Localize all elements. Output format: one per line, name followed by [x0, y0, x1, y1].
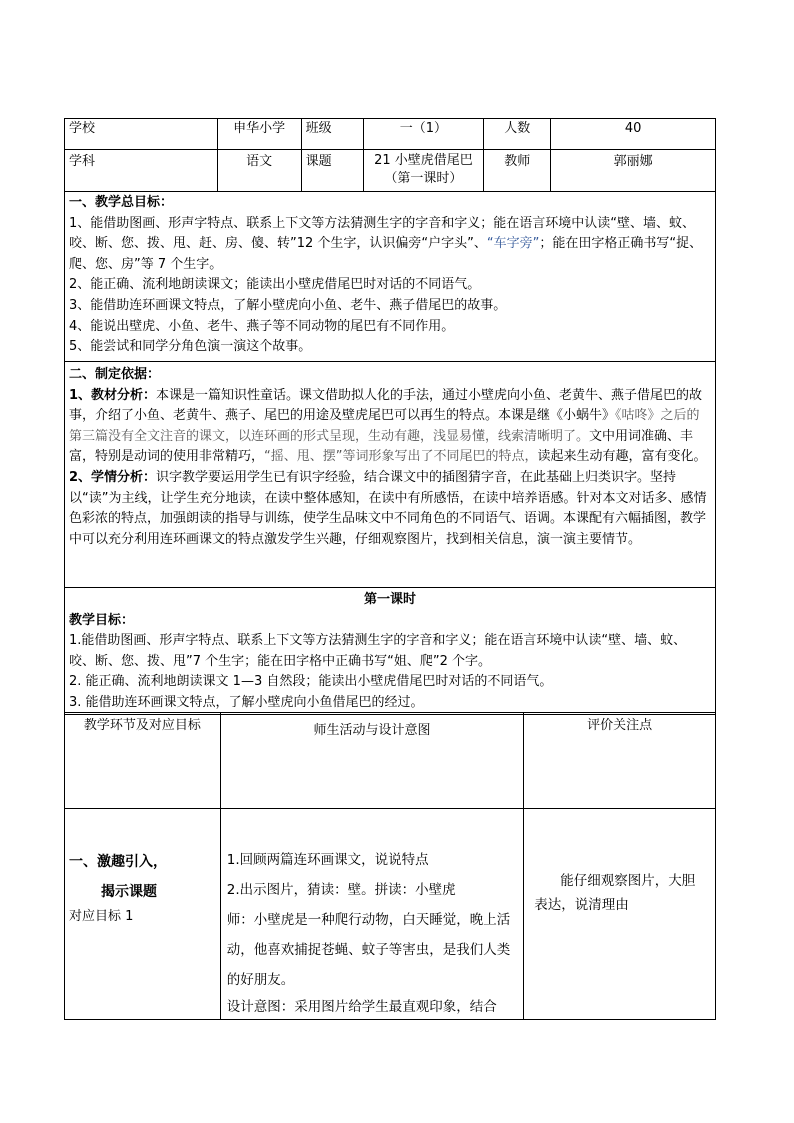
- teacher-value: 郭丽娜: [551, 150, 716, 192]
- school-label: 学校: [65, 119, 218, 150]
- class-value: 一（1）: [363, 119, 484, 150]
- lesson1-row: [65, 588, 716, 715]
- goal-1-radical: “车字旁”: [486, 236, 540, 252]
- topic-line-2: （第一课时）: [384, 171, 463, 186]
- textbook-analysis-text-d: “摇、甩、摆”等词形象写出了不同尾巴的特点，: [264, 449, 538, 465]
- step-1-cell: [65, 809, 221, 1020]
- step-1-title-1: 一、激趣引入，: [69, 854, 167, 870]
- goal-item-1: [69, 214, 711, 276]
- school-value: 申华小学: [217, 119, 301, 150]
- learner-analysis-label: 2、学情分析：: [69, 469, 157, 485]
- header-step-target: 教学环节及对应目标: [65, 713, 221, 809]
- step-1-title-2: 揭示课题: [101, 884, 157, 900]
- goal-1-text-c: ；能在田字格正确书写“捉、爬、您、房”等 7 个生字。: [69, 236, 703, 272]
- subject-value: 语文: [217, 150, 301, 192]
- activity-1: 1.回顾两篇连环画课文，说说特点: [226, 852, 429, 868]
- textbook-analysis-label: 1、教材分析：: [69, 387, 157, 403]
- lesson1-section: [65, 588, 716, 715]
- process-table: [64, 712, 716, 1020]
- count-label: 人数: [484, 119, 551, 150]
- textbook-analysis-text-a: 本课是一篇知识性童话。课文借助拟人化的手法，通过小壁虎向小鱼、老黄牛、燕子借尾巴的故事，介绍了小鱼、老黄牛、燕子、尾巴的用途及壁虎尾巴可以再生的特点。本课是继《小蜗牛》: [69, 387, 703, 424]
- textbook-analysis: [69, 386, 711, 468]
- topic-label: 课题: [301, 150, 363, 192]
- learner-analysis-text: 识字教学要运用学生已有识字经验，结合课文中的插图猜字音，在此基础上归类识字。坚持以“读”为主线，让学生充分地读，在读中整体感知，在读中有所感悟，在读中培养语感。针对本文对话多、感情色彩浓的特点，加强朗读的指导与训练，使学生品味文中不同角色的不同语气、语调。本课配有六幅插图，教学中可以充分利用连环画课文的特点激发学生兴趣，仔细观察图片，找到相关信息，演一演主要情节。: [69, 469, 707, 547]
- step-1-activities: [220, 809, 523, 1020]
- subject-label: 学科: [65, 150, 218, 192]
- basis-row: [65, 362, 716, 588]
- lesson1-goal-1: 1.能借助图画、形声字特点、联系上下文等方法猜测生字的字音和字义；能在语言环境中认读“壁、墙、蚊、咬、断、您、拨、甩”7 个生字；能在田字格中正确书写“姐、爬”2 个字。: [69, 633, 687, 669]
- count-value: 40: [551, 119, 716, 150]
- activity-2: 2.出示图片，猜读：壁。拼读：小壁虎: [226, 882, 456, 898]
- textbook-analysis-text-c: 文中用词准确、丰富，特别是动词的使用非常精巧，: [69, 428, 694, 465]
- activity-3: 师：小壁虎是一种爬行动物，白天睡觉，晚上活动，他喜欢捕捉苍蝇、蚊子等害虫，是我们人类的好朋友。: [226, 912, 511, 988]
- class-label: 班级: [301, 119, 363, 150]
- goal-item-2: 2、能正确、流利地朗读课文；能读出小壁虎借尾巴时对话的不同语气。: [69, 277, 481, 293]
- basis-section: [65, 362, 716, 588]
- textbook-analysis-text-e: 读起来生动有趣，富有变化。: [537, 449, 707, 465]
- overall-goals-section: [65, 192, 716, 362]
- topic-value: [363, 150, 484, 192]
- learner-analysis: [69, 468, 711, 550]
- basis-heading: 二、制定依据：: [69, 367, 161, 382]
- header-activities: 师生活动与设计意图: [220, 713, 523, 809]
- process-step-row: [65, 809, 716, 1020]
- lesson1-goal-2: 2. 能正确、流利地朗读课文 1—3 自然段；能读出小壁虎借尾巴时对话的不同语气。: [69, 674, 553, 690]
- process-header-row: [65, 713, 716, 809]
- header-evaluation: 评价关注点: [524, 713, 716, 809]
- step-1-target: 对应目标 1: [69, 909, 134, 924]
- goal-item-4: 4、能说出壁虎、小鱼、老牛、燕子等不同动物的尾巴有不同作用。: [69, 318, 455, 334]
- goals-row: [65, 192, 716, 362]
- step-1-evaluation: 能仔细观察图片，大胆表达，说清理由: [524, 809, 716, 1020]
- topic-line-1: 21 小壁虎借尾巴: [374, 153, 473, 168]
- goals-heading: 一、教学总目标：: [69, 195, 174, 210]
- goal-1-text-a: 1、能借助图画、形声字特点、联系上下文等方法猜测生字的字音和字义；能在语言环境中认读“壁、墙、蚊、咬、断、您、拨、甩、赶、房、傻、转”12 个生字，认识偏旁“户字头”、: [69, 215, 696, 252]
- goal-item-3: 3、能借助连环画课文特点，了解小壁虎向小鱼、老牛、燕子借尾巴的故事。: [69, 297, 507, 313]
- lesson-plan-table: [64, 118, 716, 715]
- teacher-label: 教师: [484, 150, 551, 192]
- info-row-1: [65, 119, 716, 150]
- lesson1-goals-heading: 教学目标：: [69, 612, 135, 628]
- lesson1-title: 第一课时: [363, 592, 416, 607]
- lesson1-goal-3: 3. 能借助连环画课文特点，了解小壁虎向小鱼借尾巴的经过。: [69, 694, 424, 710]
- goal-item-5: 5、能尝试和同学分角色演一演这个故事。: [69, 339, 312, 355]
- textbook-analysis-text-b: 《咕咚》之后的第三篇没有全文注音的课文，以连环画的形式呈现，生动有趣，浅显易懂，线索清晰明了。: [69, 408, 700, 444]
- info-row-2: [65, 150, 716, 192]
- design-intent: 设计意图：采用图片给学生最直观印象，结合: [226, 999, 497, 1015]
